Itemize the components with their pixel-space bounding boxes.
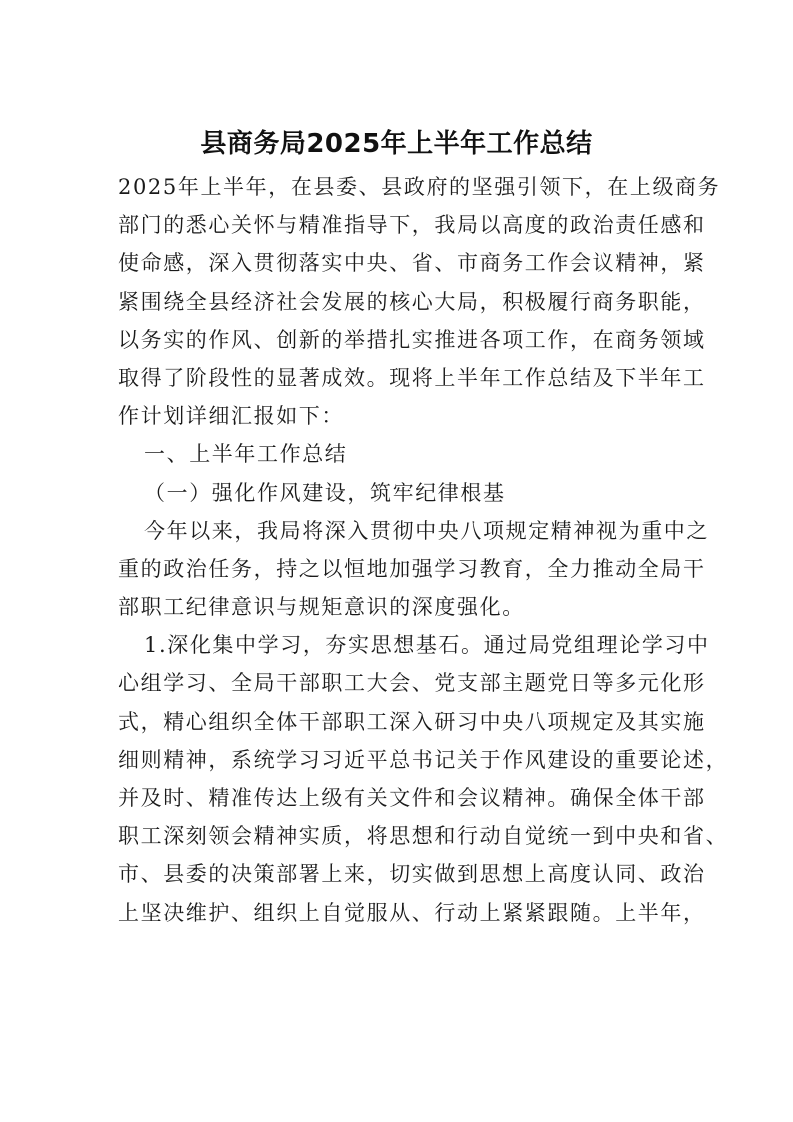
document-title: 县商务局2025年上半年工作总结	[200, 129, 593, 159]
paragraph-line: 今年以来，我局将深入贯彻中央八项规定精神视为重中之	[144, 518, 709, 543]
paragraph-line: 使命感，深入贯彻落实中央、省、市商务工作会议精神，紧	[118, 251, 706, 276]
document-body	[118, 168, 729, 932]
paragraph-line: 并及时、精准传达上级有关文件和会议精神。确保全体干部	[118, 786, 706, 810]
paragraph-line: 职工深刻领会精神实质，将思想和行动自觉统一到中央和省、	[118, 824, 729, 849]
paragraph-line: 紧围绕全县经济社会发展的核心大局，积极履行商务职能，	[118, 289, 706, 314]
paragraph-line: 市、县委的决策部署上来，切实做到思想上高度认同、政治	[118, 862, 706, 887]
paragraph-line: 式，精心组织全体干部职工深入研习中央八项规定及其实施	[118, 709, 706, 734]
subsection-heading: （一）强化作风建设，筑牢纪律根基	[144, 480, 506, 505]
paragraph-line: 取得了阶段性的显著成效。现将上半年工作总结及下半年工	[118, 365, 706, 390]
paragraph-line: 1.深化集中学习，夯实思想基石。通过局党组理论学习中	[144, 633, 710, 658]
paragraph-line: 部门的悉心关怀与精准指导下，我局以高度的政治责任感和	[118, 213, 706, 238]
paragraph-line: 2025年上半年，在县委、县政府的坚强引领下，在上级商务	[118, 175, 721, 199]
paragraph-line: 以务实的作风、创新的举措扎实推进各项工作，在商务领域	[118, 327, 706, 352]
paragraph-line: 细则精神，系统学习习近平总书记关于作风建设的重要论述，	[118, 747, 729, 772]
paragraph-line: 重的政治任务，持之以恒地加强学习教育，全力推动全局干	[118, 556, 706, 581]
paragraph-line: 作计划详细汇报如下：	[118, 404, 344, 429]
paragraph-line: 部职工纪律意识与规矩意识的深度强化。	[118, 595, 525, 620]
paragraph-line: 上坚决维护、组织上自觉服从、行动上紧紧跟随。上半年，	[118, 900, 706, 925]
paragraph-line: 心组学习、全局干部职工大会、党支部主题党日等多元化形	[118, 671, 706, 696]
section-heading: 一、上半年工作总结	[144, 442, 348, 467]
